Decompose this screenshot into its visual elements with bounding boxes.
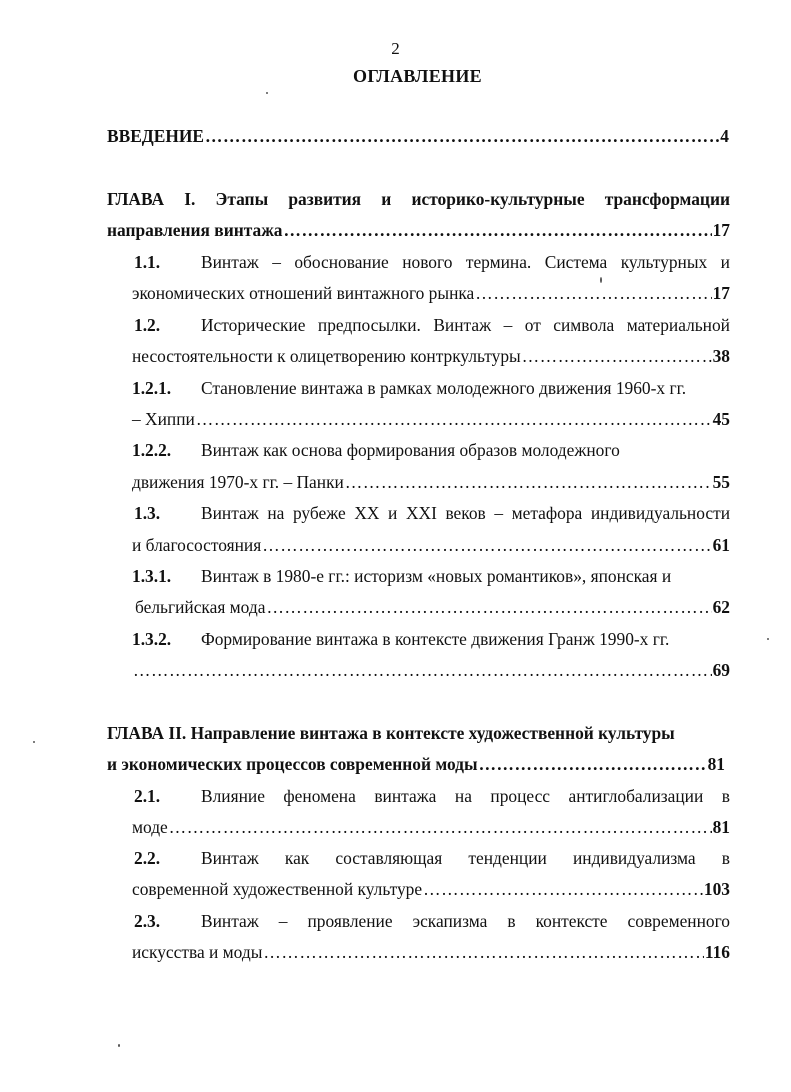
entry-label: бельгийская мода [135, 597, 266, 617]
section-1-2-1-title: Становление винтажа в рамках молодежного движения 1960-х гг. [201, 378, 687, 398]
toc-entry-introduction [107, 125, 729, 147]
section-1-1-number: 1.1. [134, 252, 161, 272]
section-1-2-title: Исторические предпосылки. Винтаж – от символа материальной [201, 315, 730, 335]
entry-label: экономических отношений винтажного рынка [132, 283, 475, 303]
section-2-1-title-cont [132, 816, 730, 838]
section-2-3-number: 2.3. [134, 911, 161, 931]
section-1-3-2-title: Формирование винтажа в контексте движения Гранж 1990-х гг. [201, 629, 670, 649]
section-1-2-2-title: Винтаж как основа формирования образов молодежного [201, 440, 620, 460]
section-1-2-2-number: 1.2.2. [132, 440, 172, 460]
entry-label: несостоятельности к олицетворению контркультуры [132, 346, 521, 366]
entry-label: искусства и моды [132, 942, 263, 962]
section-1-3-1-title: Винтаж в 1980-е гг.: историзм «новых романтиков», японская и [201, 566, 672, 586]
entry-label: ВВЕДЕНИЕ [107, 126, 205, 146]
section-1-3-title-cont [132, 534, 730, 556]
section-2-2-title: Винтаж как составляющая тенденции индивидуализма в [201, 848, 730, 868]
section-1-1-title: Винтаж – обоснование нового термина. Система культурных и [201, 252, 730, 272]
entry-label: движения 1970-х гг. – Панки [132, 472, 344, 492]
section-1-2-title-cont [132, 345, 730, 367]
entry-label: – Хиппи [132, 409, 195, 429]
scan-speck [33, 741, 35, 743]
section-1-2-2-title-cont [132, 471, 730, 493]
entry-label: и экономических процессов современной моды [107, 754, 478, 774]
section-1-3-1-title-cont [135, 596, 730, 618]
entry-page: 17 [712, 220, 730, 240]
entry-page: 62 [712, 597, 730, 617]
entry-page: 61 [712, 535, 730, 555]
section-1-3-number: 1.3. [134, 503, 161, 523]
chapter-1-heading-cont [107, 219, 730, 241]
page-number: 2 [391, 39, 400, 58]
entry-label: направления винтажа [107, 220, 283, 240]
chapter-2-heading-cont [107, 753, 725, 775]
section-1-3-1-number: 1.3.1. [132, 566, 172, 586]
section-2-1-title: Влияние феномена винтажа на процесс антиглобализации в [201, 786, 730, 806]
entry-page: 81 [707, 754, 725, 774]
chapter-2-heading: ГЛАВА II. Направление винтажа в контексте художественной культуры [107, 723, 675, 743]
section-2-1-number: 2.1. [134, 786, 161, 806]
entry-label: современной художественной культуре [132, 879, 423, 899]
scan-speck [767, 638, 769, 640]
entry-page: 103 [703, 879, 730, 899]
scan-speck [600, 277, 602, 283]
entry-page: 17 [712, 283, 730, 303]
entry-label: и благосостояния [132, 535, 262, 555]
scan-speck [266, 92, 268, 94]
section-1-3-title: Винтаж на рубеже XX и XXI веков – метафора индивидуальности [201, 503, 730, 523]
section-1-3-2-title-cont [132, 659, 730, 681]
section-2-3-title-cont [132, 941, 730, 963]
section-2-2-title-cont [132, 878, 730, 900]
entry-page: 69 [712, 660, 730, 680]
scan-speck [118, 1044, 120, 1047]
section-1-2-1-number: 1.2.1. [132, 378, 172, 398]
entry-page: 4 [720, 126, 729, 146]
entry-label: моде [132, 817, 168, 837]
section-2-3-title: Винтаж – проявление эскапизма в контексте современного [201, 911, 730, 931]
entry-page: 55 [712, 472, 730, 492]
toc-title: ОГЛАВЛЕНИЕ [353, 66, 482, 86]
entry-page: 38 [712, 346, 730, 366]
section-1-3-2-number: 1.3.2. [132, 629, 172, 649]
chapter-1-heading: ГЛАВА I. Этапы развития и историко-культурные трансформации [107, 189, 730, 209]
section-1-2-1-title-cont [132, 408, 730, 430]
section-2-2-number: 2.2. [134, 848, 161, 868]
entry-page: 116 [704, 942, 730, 962]
section-1-1-title-cont [132, 282, 730, 304]
entry-page: 81 [712, 817, 730, 837]
entry-page: 45 [712, 409, 730, 429]
section-1-2-number: 1.2. [134, 315, 161, 335]
